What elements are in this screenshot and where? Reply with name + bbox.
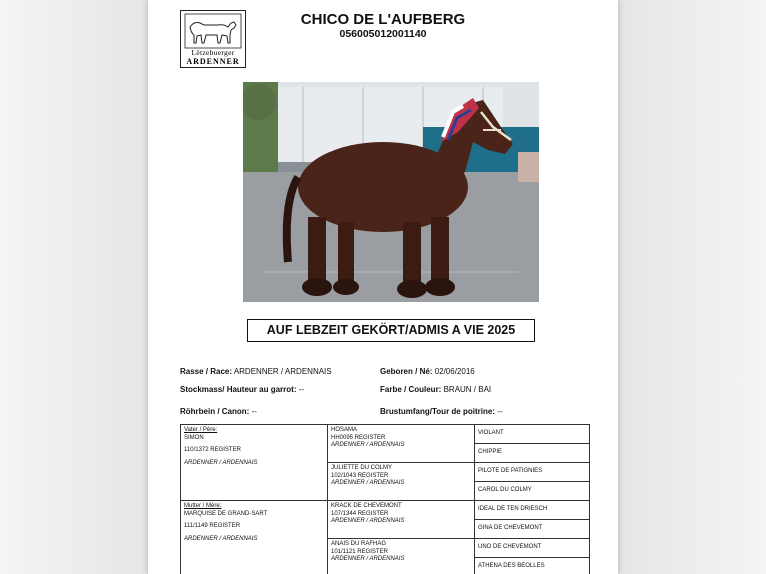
- ggp-cell: UNO DE CHEVEMONT: [475, 539, 590, 558]
- dam-cell: [181, 501, 328, 574]
- dam-name: MARQUISE DE GRAND-SART: [184, 510, 268, 517]
- value-chest: --: [497, 407, 503, 416]
- label-canon: Röhrbein / Canon:: [180, 407, 250, 416]
- gp2-breed: ARDENNER / ARDENNAIS: [331, 480, 405, 486]
- gp1-name: HOSAMA: [331, 427, 358, 433]
- pedigree-table: [180, 424, 590, 574]
- background-left: [0, 0, 148, 574]
- dam-reg: 111/1149 REGISTER: [184, 523, 241, 529]
- sire-breed: ARDENNER / ARDENNAIS: [184, 459, 258, 466]
- label-birth: Geboren / Né:: [380, 367, 433, 376]
- info-canon: [180, 407, 257, 416]
- label-chest: Brustumfang/Tour de poitrine:: [380, 407, 495, 416]
- sire-label: Vater / Père:: [184, 427, 218, 433]
- ggp-cell: CHIPPIE: [475, 444, 590, 463]
- gp3-name: KRACK DE CHEVEMONT: [331, 503, 402, 509]
- gp1-reg: HH0095 REGISTER: [331, 434, 386, 441]
- horse-photo: [243, 82, 539, 302]
- label-race: Rasse / Race:: [180, 367, 233, 376]
- gp1-breed: ARDENNER / ARDENNAIS: [331, 442, 405, 448]
- logo-text-1: Lëtzebuerger: [191, 48, 235, 57]
- label-height: Stockmass/ Hauteur au garrot:: [180, 385, 297, 394]
- sire-name: SIMON: [184, 434, 204, 441]
- gp4-breed: ARDENNER / ARDENNAIS: [331, 556, 405, 562]
- gp3-breed: ARDENNER / ARDENNAIS: [331, 518, 405, 524]
- value-canon: --: [251, 407, 257, 416]
- value-birth: 02/06/2016: [434, 367, 475, 376]
- info-chest: [380, 407, 503, 416]
- gp4-cell: [328, 539, 475, 574]
- ggp-cell: GINA DE CHEVEMONT: [475, 520, 590, 539]
- logo-text-2: ARDENNER: [186, 57, 240, 66]
- dam-label: Mutter / Mère:: [184, 503, 222, 509]
- gp2-cell: [328, 463, 475, 501]
- label-color: Farbe / Couleur:: [380, 385, 442, 394]
- document-page: [148, 0, 618, 574]
- gp2-name: JULIETTE DU COLMY: [331, 465, 393, 471]
- sire-cell: [181, 425, 328, 501]
- ggp-cell: CAROL DU COLMY: [475, 482, 590, 501]
- sire-reg: 110/1372 REGISTER: [184, 447, 241, 453]
- dam-breed: ARDENNER / ARDENNAIS: [184, 535, 258, 542]
- ggp-cell: PILOTE DE PATIGNIES: [475, 463, 590, 482]
- ggp-cell: ATHENA DES BEOLLES: [475, 558, 590, 574]
- gp1-cell: [328, 425, 475, 463]
- ggp-cell: IDEAL DE TEN DRIESCH: [475, 501, 590, 520]
- info-race: [180, 367, 332, 376]
- horse-name: CHICO DE L'AUFBERG: [300, 11, 466, 28]
- value-color: BRAUN / BAI: [443, 385, 492, 394]
- background-right: [618, 0, 766, 574]
- value-height: --: [298, 385, 305, 394]
- horse-id: 056005012001140: [339, 28, 427, 40]
- gp2-reg: 102/1043 REGISTER: [331, 472, 389, 479]
- ggp-cell: VIOLANT: [475, 425, 590, 444]
- gp3-cell: [328, 501, 475, 539]
- gp4-name: ANAIS DU RAFHAG: [331, 541, 387, 547]
- status-banner: AUF LEBZEIT GEKÖRT/ADMIS A VIE 2025: [247, 319, 535, 342]
- gp4-reg: 101/1121 REGISTER: [331, 548, 388, 555]
- info-color: [380, 385, 491, 394]
- gp3-reg: 107/1344 REGISTER: [331, 510, 389, 517]
- value-race: ARDENNER / ARDENNAIS: [233, 367, 332, 376]
- info-height: [180, 385, 304, 394]
- info-birth: [380, 367, 475, 376]
